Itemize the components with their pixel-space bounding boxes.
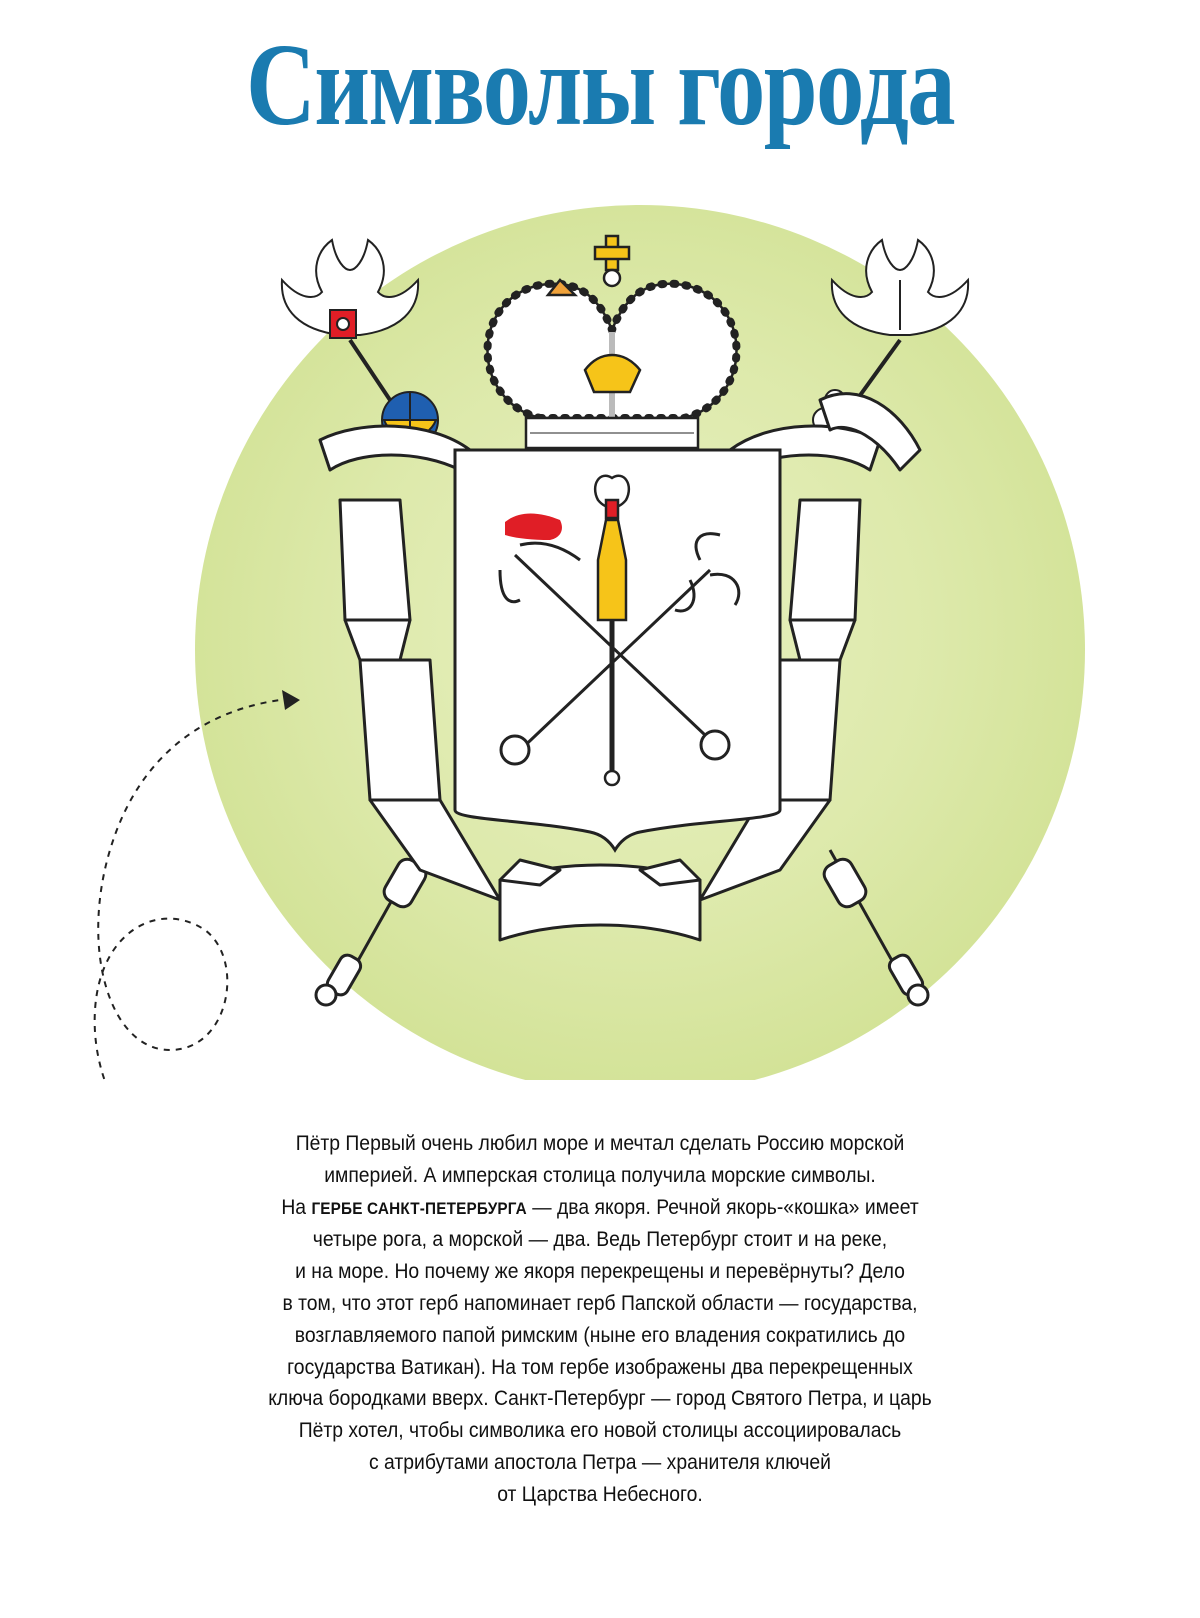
text-line: государства Ватикан). На том гербе изображены два перекрещенных [287,1354,913,1379]
text-line: от Царства Небесного. [497,1481,703,1506]
text-segment: — два якоря. Речной якорь-«кошка» имеет [526,1194,919,1219]
body-text [258,1128,942,1511]
text-line: четыре рога, а морской — два. Ведь Петербург стоит и на реке, [312,1227,888,1252]
text-line: ключа бородками вверх. Санкт-Петербург — город Святого Петра, и царь [268,1386,932,1411]
text-line [258,1192,942,1225]
text-line: в том, что этот герб напоминает герб Папской области — государства, [282,1290,918,1315]
text-line: Пётр Первый очень любил море и мечтал сделать Россию морской [295,1131,905,1155]
text-line: с атрибутами апостола Петра — хранителя ключей [369,1449,831,1474]
text-line: возглавляемого папой римским (ныне его владения сократились до [294,1322,906,1347]
text-segment: На [281,1194,312,1219]
text-line: Пётр хотел, чтобы символика его новой столицы ассоциировалась [298,1418,902,1443]
coat-of-arms-illustration [0,200,1200,1080]
page-title: Символы города [246,19,954,150]
text-line: империей. А имперская столица получила морские символы. [324,1162,876,1187]
emphasis-term: ГЕРБЕ САНКТ-ПЕТЕРБУРГА [311,1198,527,1218]
text-line: и на море. Но почему же якоря перекрещены и перевёрнуты? Дело [295,1259,905,1284]
